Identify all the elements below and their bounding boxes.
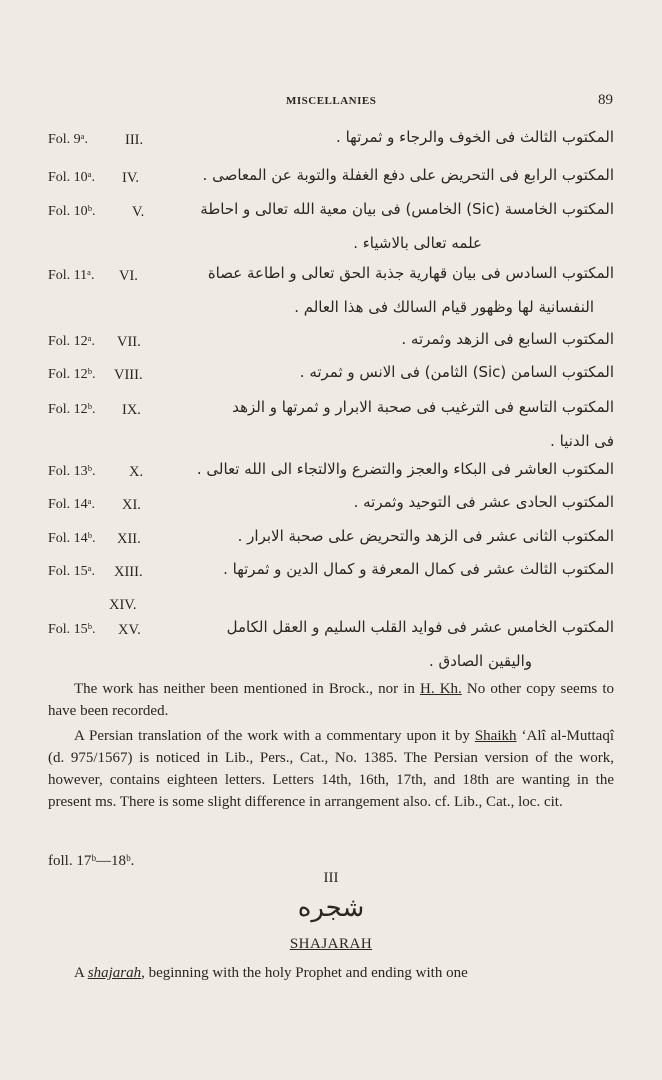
letter-numeral: VIII. — [114, 367, 143, 383]
paragraph-persian-translation — [48, 725, 614, 813]
arabic-text-continued: علمه تعالى بالاشياء . — [353, 234, 482, 252]
arabic-text: المكتوب السامن (Sic) الثامن) فى الانس و ثمرته . — [299, 363, 614, 381]
para1-post: No other copy seems to have been recorded. — [48, 681, 614, 719]
folio: Fol. 14ᵃ. — [48, 497, 96, 512]
paragraph-no-other-copy — [48, 678, 614, 722]
arabic-text: المكتوب السابع فى الزهد وثمرته . — [401, 330, 614, 348]
letter-numeral: IV. — [122, 170, 140, 186]
entry-xv — [0, 618, 662, 678]
folio: Fol. 15ᵇ. — [48, 622, 96, 637]
arabic-text-continued: فى الدنيا . — [550, 432, 614, 450]
folio: Fol. 12ᵇ. — [48, 402, 96, 417]
para2-post: ‘Alî al-Muttaqî (d. 975/1567) is noticed in Lib., Pers., Cat., No. 1385. The Persian version of the work, however, contains eighteen letters. Letters 14th, 16th, 17th, and 18th are wanting in the present ms. There is some slight difference in arrangement also. cf. Lib., Cat., loc. cit. — [48, 728, 614, 810]
letter-numeral: VI. — [119, 268, 138, 284]
arabic-text: المكتوب الحادى عشر فى التوحيد وثمرته . — [353, 493, 614, 511]
folio: Fol. 11ᵃ. — [48, 268, 95, 283]
arabic-text: المكتوب التاسع فى الترغيب فى صحبة الابرار و ثمرتها و الزهد — [232, 398, 614, 416]
letter-numeral: XIII. — [114, 564, 143, 580]
section-body-pre: A — [74, 965, 88, 981]
arabic-text: المكتوب الخامسة (Sic) الخامس) فى بيان معية الله تعالى و احاطة — [200, 200, 614, 218]
section-numeral: III — [323, 870, 339, 886]
folio: Fol. 12ᵃ. — [48, 334, 96, 349]
entry-ix — [0, 398, 662, 458]
hkh-abbrev: H. Kh. — [420, 681, 462, 697]
letter-numeral: XII. — [117, 531, 141, 547]
shaikh-name: Shaikh — [474, 728, 517, 744]
folio: Fol. 10ᵃ. — [48, 170, 96, 185]
letter-numeral: XI. — [122, 497, 141, 513]
para1-pre: The work has neither been mentioned in Brock., nor in — [74, 681, 421, 697]
entry-viii — [0, 363, 662, 403]
arabic-text: المكتوب الخامس عشر فى فوايد القلب السليم و العقل الكامل — [226, 618, 614, 636]
folio-range: foll. 17ᵇ—18ᵇ. — [48, 853, 135, 869]
letter-numeral: XIV. — [109, 597, 137, 613]
shajarah-term: shajarah — [87, 965, 142, 981]
page-number: 89 — [598, 92, 613, 108]
arabic-text: المكتوب الثالث عشر فى كمال المعرفة و كمال الدين و ثمرتها . — [223, 560, 614, 578]
letter-numeral: VII. — [117, 334, 141, 350]
folio: Fol. 13ᵇ. — [48, 464, 96, 479]
entry-iii — [0, 128, 662, 168]
arabic-text: المكتوب السادس فى بيان قهارية جذبة الحق تعالى و اطاعة عصاة — [207, 264, 614, 282]
letter-numeral: IX. — [122, 402, 141, 418]
folio: Fol. 9ᵃ. — [48, 132, 89, 147]
para2-pre: A Persian translation of the work with a commentary upon it by — [74, 728, 475, 744]
folio: Fol. 14ᵇ. — [48, 531, 96, 546]
section-arabic-title: شجره — [297, 893, 365, 923]
arabic-text: المكتوب الثانى عشر فى الزهد والتحريض على صحبة الابرار . — [237, 527, 614, 545]
letter-numeral: XV. — [118, 622, 141, 638]
letter-numeral: X. — [129, 464, 144, 480]
arabic-text: المكتوب العاشر فى البكاء والعجز والتضرع والالتجاء الى الله تعالى . — [196, 460, 614, 478]
folio: Fol. 15ᵃ. — [48, 564, 96, 579]
section-body-post: , beginning with the holy Prophet and ending with one — [141, 965, 468, 981]
entry-vi — [0, 264, 662, 326]
arabic-text: المكتوب الثالث فى الخوف والرجاء و ثمرتها . — [336, 128, 614, 146]
letter-numeral: III. — [125, 132, 144, 148]
arabic-text: المكتوب الرابع فى التحريض على دفع الغفلة والتوبة عن المعاصى . — [202, 166, 614, 184]
folio: Fol. 10ᵇ. — [48, 204, 96, 219]
arabic-text-continued: النفسانية لها وظهور قيام السالك فى هذا العالم . — [294, 298, 594, 316]
folio: Fol. 12ᵇ. — [48, 367, 96, 382]
arabic-text-continued: واليقين الصادق . — [429, 652, 532, 670]
section-title — [0, 936, 662, 953]
letter-numeral: V. — [132, 204, 145, 220]
running-head: MISCELLANIES — [286, 95, 377, 107]
section-body — [48, 962, 614, 984]
section-title-text: SHAJARAH — [289, 936, 373, 952]
entry-v — [0, 200, 662, 262]
